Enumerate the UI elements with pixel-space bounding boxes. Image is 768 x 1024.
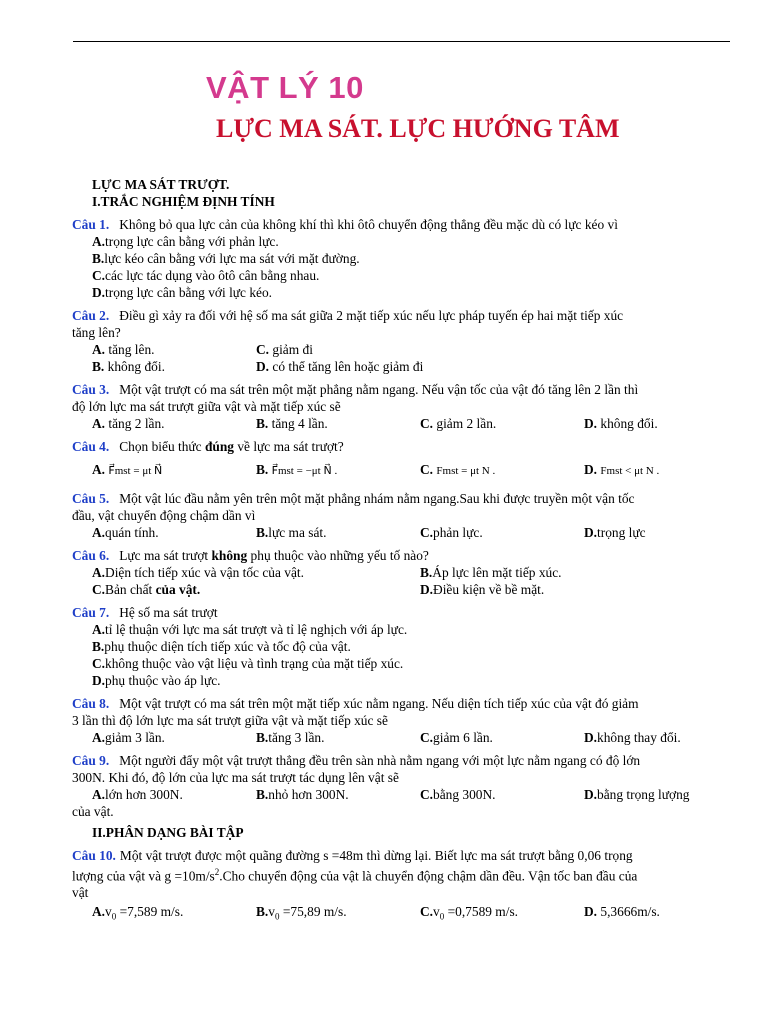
option-c: C.giảm 6 lần. xyxy=(420,730,493,745)
section-heading-friction: LỰC MA SÁT TRƯỢT. xyxy=(92,177,230,192)
option-d: D. không đổi. xyxy=(584,416,658,431)
subject-heading: VẬT LÝ 10 xyxy=(206,70,364,105)
formula: F⃗mst = −μt N⃗ . xyxy=(271,465,338,477)
formula: Fmst < μt N . xyxy=(600,465,660,477)
question-9 xyxy=(72,752,732,820)
question-text: Một người đẩy một vật trượt thẳng đều trên sàn nhà nằm ngang với một lực nằm ngang có độ lớn xyxy=(119,753,641,768)
option-a: $A.v_0 =7,589$ m/s. xyxy=(92,904,184,923)
header-rule xyxy=(73,41,730,42)
question-text: Lực ma sát trượt không phụ thuộc vào những yếu tố nào? xyxy=(119,548,429,563)
question-text: Một vật trượt có ma sát trên một mặt phẳng nằm ngang. Nếu vận tốc của vật đó tăng lên 2 lần thì xyxy=(119,382,639,397)
section-heading-qualitative: I.TRẮC NGHIỆM ĐỊNH TÍNH xyxy=(92,194,275,209)
question-text: Hệ số ma sát trượt xyxy=(119,605,218,620)
question-text: Chọn biểu thức đúng về lực ma sát trượt? xyxy=(119,439,344,454)
option-a: A.trọng lực cân bằng với phản lực. xyxy=(92,234,279,249)
question-6 xyxy=(72,547,732,598)
question-text: Điều gì xảy ra đối với hệ số ma sát giữa 2 mặt tiếp xúc nếu lực pháp tuyến ép hai mặt tiếp xúc xyxy=(119,308,624,323)
question-text-cont: đầu, vật chuyển động chậm dần vì xyxy=(72,508,256,523)
question-text: Một vật trượt được một quãng đường s =48m thì dừng lại. Biết lực ma sát trượt bằng 0,06 trọng xyxy=(119,848,633,863)
question-text-cont-2: vật xyxy=(72,885,89,901)
option-d: D.trọng lực cân bằng với lực kéo. xyxy=(92,285,273,300)
document-title: LỰC MA SÁT. LỰC HƯỚNG TÂM xyxy=(216,114,620,143)
options-grid xyxy=(92,461,732,480)
option-a: A.lớn hơn 300N. xyxy=(92,787,183,802)
option-c: C.không thuộc vào vật liệu và tình trạng của mặt tiếp xúc. xyxy=(92,656,404,671)
options-grid xyxy=(92,786,732,803)
section-heading-exercises: II.PHÂN DẠNG BÀI TẬP xyxy=(92,825,244,840)
option-b: $B.v_0 =75,89$ m/s. xyxy=(256,904,347,923)
option-d: D.phụ thuộc vào áp lực. xyxy=(92,673,221,688)
option-c: C.Bản chất của vật. xyxy=(92,582,201,597)
question-text: Một vật trượt có ma sát trên một mặt tiếp xúc nằm ngang. Nếu diện tích tiếp xúc của vật đó giảm xyxy=(119,696,639,711)
option-c: C. giảm đi xyxy=(256,342,313,357)
option-a: A.Diện tích tiếp xúc và vận tốc của vật. xyxy=(92,565,304,580)
question-label: Câu 1. xyxy=(72,217,110,232)
option-c: C.bằng 300N. xyxy=(420,787,496,802)
option-a: A. F⃗mst = μt N⃗ xyxy=(92,462,163,477)
question-8 xyxy=(72,695,732,746)
option-a: A. tăng 2 lần. xyxy=(92,416,165,431)
option-c: C. Fmst = μt N . xyxy=(420,462,496,477)
option-b: B.tăng 3 lần. xyxy=(256,730,325,745)
question-text-cont: lượng của vật và $g =10m/s^2.Cho$ chuyển động của vật là chuyển động chậm dần đều. Vận tốc ban đầu của xyxy=(72,867,638,884)
option-d: D.Điều kiện về bề mặt. xyxy=(420,582,545,597)
question-label: Câu 3. xyxy=(72,382,110,397)
option-d: D.bằng trọng lượng xyxy=(584,787,690,802)
options-grid xyxy=(92,341,732,375)
option-b: B. không đổi. xyxy=(92,359,165,374)
option-b: B.lực ma sát. xyxy=(256,525,327,540)
option-b: B. tăng 4 lần. xyxy=(256,416,328,431)
option-d: D. 5,3666m/s. xyxy=(584,904,660,920)
options-grid xyxy=(92,415,732,432)
formula: Fmst = μt N . xyxy=(436,465,496,477)
options-grid xyxy=(92,524,732,541)
question-label: Câu 2. xyxy=(72,308,110,323)
question-label: Câu 9. xyxy=(72,753,110,768)
question-4 xyxy=(72,438,732,480)
question-5 xyxy=(72,490,732,541)
question-text: Một vật lúc đầu nằm yên trên một mặt phẳng nhám nằm ngang.Sau khi được truyền một vận tốc xyxy=(119,491,635,506)
option-c: C.các lực tác dụng vào ôtô cân bằng nhau. xyxy=(92,268,320,283)
document-body xyxy=(72,176,732,926)
question-3 xyxy=(72,381,732,432)
option-b: B.phụ thuộc diện tích tiếp xúc và tốc độ của vật. xyxy=(92,639,351,654)
option-c: C.phản lực. xyxy=(420,525,483,540)
question-2 xyxy=(72,307,732,375)
options-grid xyxy=(92,903,732,926)
question-7 xyxy=(72,604,732,689)
question-label: Câu 5. xyxy=(72,491,110,506)
option-a: A.giảm 3 lần. xyxy=(92,730,165,745)
option-c: $C.v_0 =0,7589$ m/s. xyxy=(420,904,519,923)
question-label: Câu 6. xyxy=(72,548,110,563)
question-text-tail: của vật. xyxy=(72,804,114,819)
options-grid xyxy=(92,564,732,598)
question-label: Câu 8. xyxy=(72,696,110,711)
option-a: A.quán tính. xyxy=(92,525,159,540)
option-a: A. tăng lên. xyxy=(92,342,155,357)
question-text-cont: tăng lên? xyxy=(72,325,121,340)
question-label: Câu 10. xyxy=(72,848,116,863)
option-d: D.trọng lực xyxy=(584,525,646,540)
option-b: B. F⃗mst = −μt N⃗ . xyxy=(256,462,338,477)
question-label: Câu 4. xyxy=(72,439,110,454)
option-d: D.không thay đổi. xyxy=(584,730,681,745)
question-text: Không bỏ qua lực cản của không khí thì khi ôtô chuyển động thẳng đều mặc dù có lực kéo vì xyxy=(119,217,618,232)
options-grid xyxy=(92,729,732,746)
question-10 xyxy=(72,847,732,926)
option-c: C. giảm 2 lần. xyxy=(420,416,497,431)
option-d: D. Fmst < μt N . xyxy=(584,462,660,477)
question-label: Câu 7. xyxy=(72,605,110,620)
question-text-cont: độ lớn lực ma sát trượt giữa vật và mặt tiếp xúc sẽ xyxy=(72,399,341,414)
option-b: B.nhỏ hơn 300N. xyxy=(256,787,349,802)
question-text-cont: 300N. Khi đó, độ lớn của lực ma sát trượt tác dụng lên vật sẽ xyxy=(72,770,399,785)
option-b: B.Áp lực lên mặt tiếp xúc. xyxy=(420,565,562,580)
question-1 xyxy=(72,216,732,301)
question-text-cont: 3 lần thì độ lớn lực ma sát trượt giữa vật và mặt tiếp xúc sẽ xyxy=(72,713,388,728)
option-a: A.tỉ lệ thuận với lực ma sát trượt và tỉ lệ nghịch với áp lực. xyxy=(92,622,408,637)
option-b: B.lực kéo cân bằng với lực ma sát với mặt đường. xyxy=(92,251,360,266)
formula: F⃗mst = μt N⃗ xyxy=(108,465,163,477)
option-d: D. có thể tăng lên hoặc giảm đi xyxy=(256,359,424,374)
